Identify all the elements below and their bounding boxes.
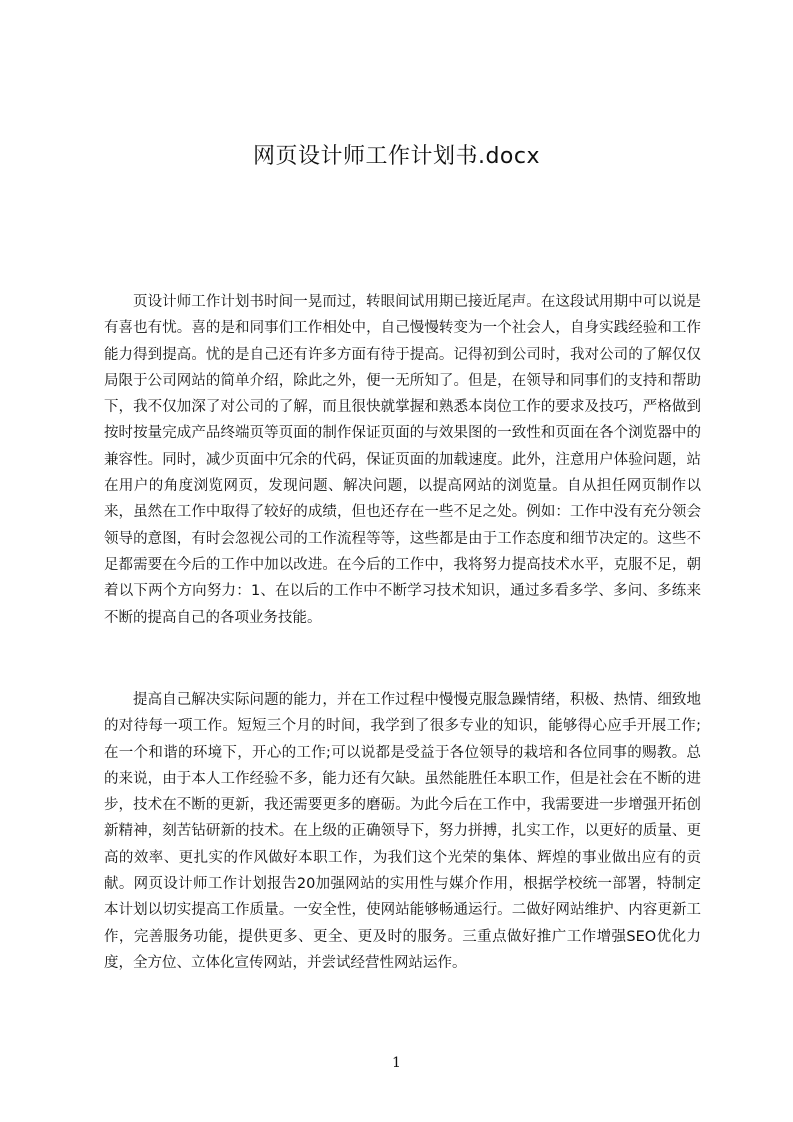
paragraph-2: 提高自己解决实际问题的能力，并在工作过程中慢慢克服急躁情绪，积极、热情、细致地的对待每一项工作。短短三个月的时间，我学到了很多专业的知识，能够得心应手开展工作;在一个和谐的环境下，开心的工作;可以说都是受益于各位领导的栽培和各位同事的赐教。总的来说，由于本人工作经验不多，能力还有欠缺。虽然能胜任本职工作，但是社会在不断的进步，技术在不断的更新，我还需要更多的磨砺。为此今后在工作中，我需要进一步增强开拓创新精神，刻苦钻研新的技术。在上级的正确领导下，努力拼搏，扎实工作，以更好的质量、更高的效率、更扎实的作风做好本职工作，为我们这个光荣的集体、辉煌的事业做出应有的贡献。网页设计师工作计划报告20加强网站的实用性与媒介作用，根据学校统一部署，特制定本计划以切实提高工作质量。一安全性，使网站能够畅通运行。二做好网站维护、内容更新工作，完善服务功能，提供更多、更全、更及时的服务。三重点做好推广工作增强SEO优化力度，全方位、立体化宣传网站，并尝试经营性网站运作。 (104, 692, 701, 971)
document-title: 网页设计师工作计划书.docx (252, 144, 541, 169)
paragraph-1: 页设计师工作计划书时间一晃而过，转眼间试用期已接近尾声。在这段试用期中可以说是有喜也有忧。喜的是和同事们工作相处中，自己慢慢转变为一个社会人，自身实践经验和工作能力得到提高。忧的是自己还有许多方面有待于提高。记得初到公司时，我对公司的了解仅仅局限于公司网站的简单介绍，除此之外，便一无所知了。但是，在领导和同事们的支持和帮助下，我不仅加深了对公司的了解，而且很快就掌握和熟悉本岗位工作的要求及技巧，严格做到按时按量完成产品终端页等页面的制作保证页面的与效果图的一致性和页面在各个浏览器中的兼容性。同时，减少页面中冗余的代码，保证页面的加载速度。此外，注意用户体验问题，站在用户的角度浏览网页，发现问题、解决问题，以提高网站的浏览量。自从担任网页制作以来，虽然在工作中取得了较好的成绩，但也还存在一些不足之处。例如：工作中没有充分领会领导的意图，有时会忽视公司的工作流程等等，这些都是由于工作态度和细节决定的。这些不足都需要在今后的工作中加以改进。在今后的工作中，我将努力提高技术水平，克服不足，朝着以下两个方向努力：1、在以后的工作中不断学习技术知识，通过多看多学、多问、多练来不断的提高自己的各项业务技能。 (104, 294, 701, 626)
page-number: 1 (392, 1055, 401, 1071)
